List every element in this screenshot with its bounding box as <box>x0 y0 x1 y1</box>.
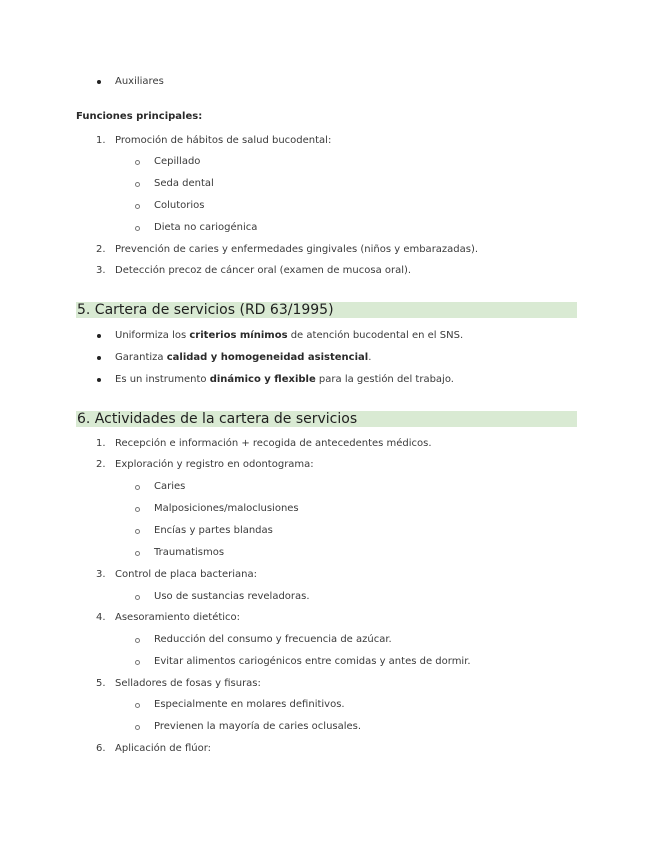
sub-item: Especialmente en molares definitivos. <box>154 699 345 710</box>
bullet-circle <box>135 638 140 643</box>
activity-5: Selladores de fosas y fisuras: <box>115 678 261 689</box>
sub-item: Caries <box>154 481 186 492</box>
bullet-circle <box>135 660 140 665</box>
activity-3: Control de placa bacteriana: <box>115 569 257 580</box>
section-6-heading-bar <box>76 411 577 427</box>
list-number: 2. <box>96 244 106 255</box>
sub-item: Dieta no cariogénica <box>154 222 258 233</box>
section-6-heading: 6. Actividades de la cartera de servicios <box>77 411 358 427</box>
bullet-circle <box>135 725 140 730</box>
sub-item: Traumatismos <box>154 547 225 558</box>
funciones-item-1: Promoción de hábitos de salud bucodental: <box>115 135 332 146</box>
bullet-circle <box>135 485 140 490</box>
bullet-circle <box>135 595 140 600</box>
list-number: 3. <box>96 265 106 276</box>
sub-item: Encías y partes blandas <box>154 525 273 536</box>
list-number: 3. <box>96 569 106 580</box>
section-5-bullet-2: Garantiza calidad y homogeneidad asistencial. <box>115 352 372 363</box>
bullet-disc <box>97 356 101 360</box>
sub-item: Uso de sustancias reveladoras. <box>154 591 310 602</box>
bullet-circle <box>135 703 140 708</box>
bullet-circle <box>135 507 140 512</box>
sub-item: Previenen la mayoría de caries oclusales. <box>154 721 362 732</box>
bullet-disc <box>97 80 101 84</box>
bullet-circle <box>135 551 140 556</box>
bullet-circle <box>135 182 140 187</box>
section-5-heading: 5. Cartera de servicios (RD 63/1995) <box>77 302 334 318</box>
sub-item: Evitar alimentos cariogénicos entre comidas y antes de dormir. <box>154 656 471 667</box>
list-number: 1. <box>96 438 106 449</box>
sub-item: Malposiciones/maloclusiones <box>154 503 299 514</box>
bullet-disc <box>97 378 101 382</box>
sub-item: Cepillado <box>154 156 201 167</box>
list-number: 2. <box>96 459 106 470</box>
section-5-heading-bar <box>76 302 577 318</box>
bullet-circle <box>135 204 140 209</box>
list-item-auxiliares: Auxiliares <box>115 76 164 87</box>
section-5-bullet-3: Es un instrumento dinámico y flexible para la gestión del trabajo. <box>115 374 454 385</box>
bullet-circle <box>135 160 140 165</box>
list-number: 4. <box>96 612 106 623</box>
funciones-item-2: Prevención de caries y enfermedades gingivales (niños y embarazadas). <box>115 244 479 255</box>
funciones-item-3: Detección precoz de cáncer oral (examen de mucosa oral). <box>115 265 412 276</box>
activity-6: Aplicación de flúor: <box>115 743 212 754</box>
bullet-circle <box>135 226 140 231</box>
sub-item: Colutorios <box>154 200 205 211</box>
bullet-disc <box>97 334 101 338</box>
list-number: 1. <box>96 135 106 146</box>
bullet-circle <box>135 529 140 534</box>
activity-2: Exploración y registro en odontograma: <box>115 459 314 470</box>
activity-1: Recepción e información + recogida de antecedentes médicos. <box>115 438 432 449</box>
funciones-title: Funciones principales: <box>76 111 203 122</box>
sub-item: Reducción del consumo y frecuencia de azúcar. <box>154 634 392 645</box>
activity-4: Asesoramiento dietético: <box>115 612 241 623</box>
list-number: 5. <box>96 678 106 689</box>
sub-item: Seda dental <box>154 178 214 189</box>
list-number: 6. <box>96 743 106 754</box>
section-5-bullet-1: Uniformiza los criterios mínimos de atención bucodental en el SNS. <box>115 330 464 341</box>
